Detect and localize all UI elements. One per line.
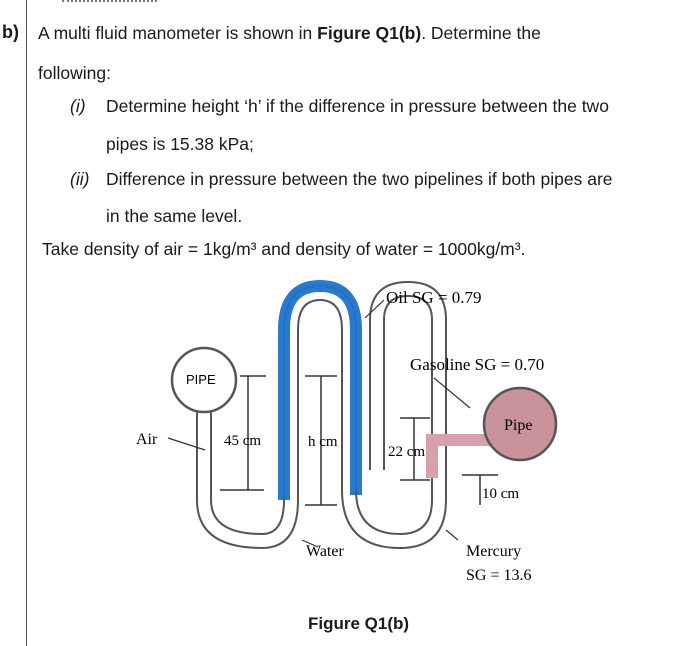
density-statement: Take density of air = 1kg/m³ and density of water = 1000kg/m³. <box>42 239 526 259</box>
mercury-sg-label: SG = 13.6 <box>466 567 532 584</box>
oil-fill <box>284 286 356 500</box>
item-1-number: (i) <box>70 96 86 116</box>
oil-label: Oil SG = 0.79 <box>386 288 482 307</box>
item-2-line-1: Difference in pressure between the two pipelines if both pipes are <box>106 169 613 189</box>
dim-22-label: 22 cm <box>388 444 426 460</box>
air-label: Air <box>136 431 158 448</box>
water-label: Water <box>306 543 344 560</box>
item-2-line-2: in the same level. <box>106 206 243 226</box>
intro-after: . Determine the <box>421 23 541 43</box>
left-pipe-label: PIPE <box>186 372 216 387</box>
tube-middle-inner <box>356 490 432 534</box>
dim-h-label: h cm <box>308 434 338 450</box>
item-1-line-1: Determine height ‘h’ if the difference in pressure between the two <box>106 96 609 116</box>
item-2-number: (ii) <box>70 169 90 189</box>
intro-before: A multi fluid manometer is shown in <box>38 23 318 43</box>
item-1-line-2: pipes is 15.38 kPa; <box>106 134 254 154</box>
gasoline-label: Gasoline SG = 0.70 <box>410 355 545 374</box>
intro-line-2: following: <box>38 63 111 83</box>
figure-reference: Figure Q1(b) <box>317 23 422 43</box>
tube-middle <box>342 490 446 548</box>
dim-45-label: 45 cm <box>224 433 262 449</box>
figure-caption: Figure Q1(b) <box>308 614 410 633</box>
part-label: b) <box>2 22 19 42</box>
mercury-label: Mercury <box>466 543 522 560</box>
dim-10-label: 10 cm <box>482 486 520 502</box>
gasoline-fill <box>432 440 490 478</box>
right-pipe-label: Pipe <box>504 417 533 434</box>
